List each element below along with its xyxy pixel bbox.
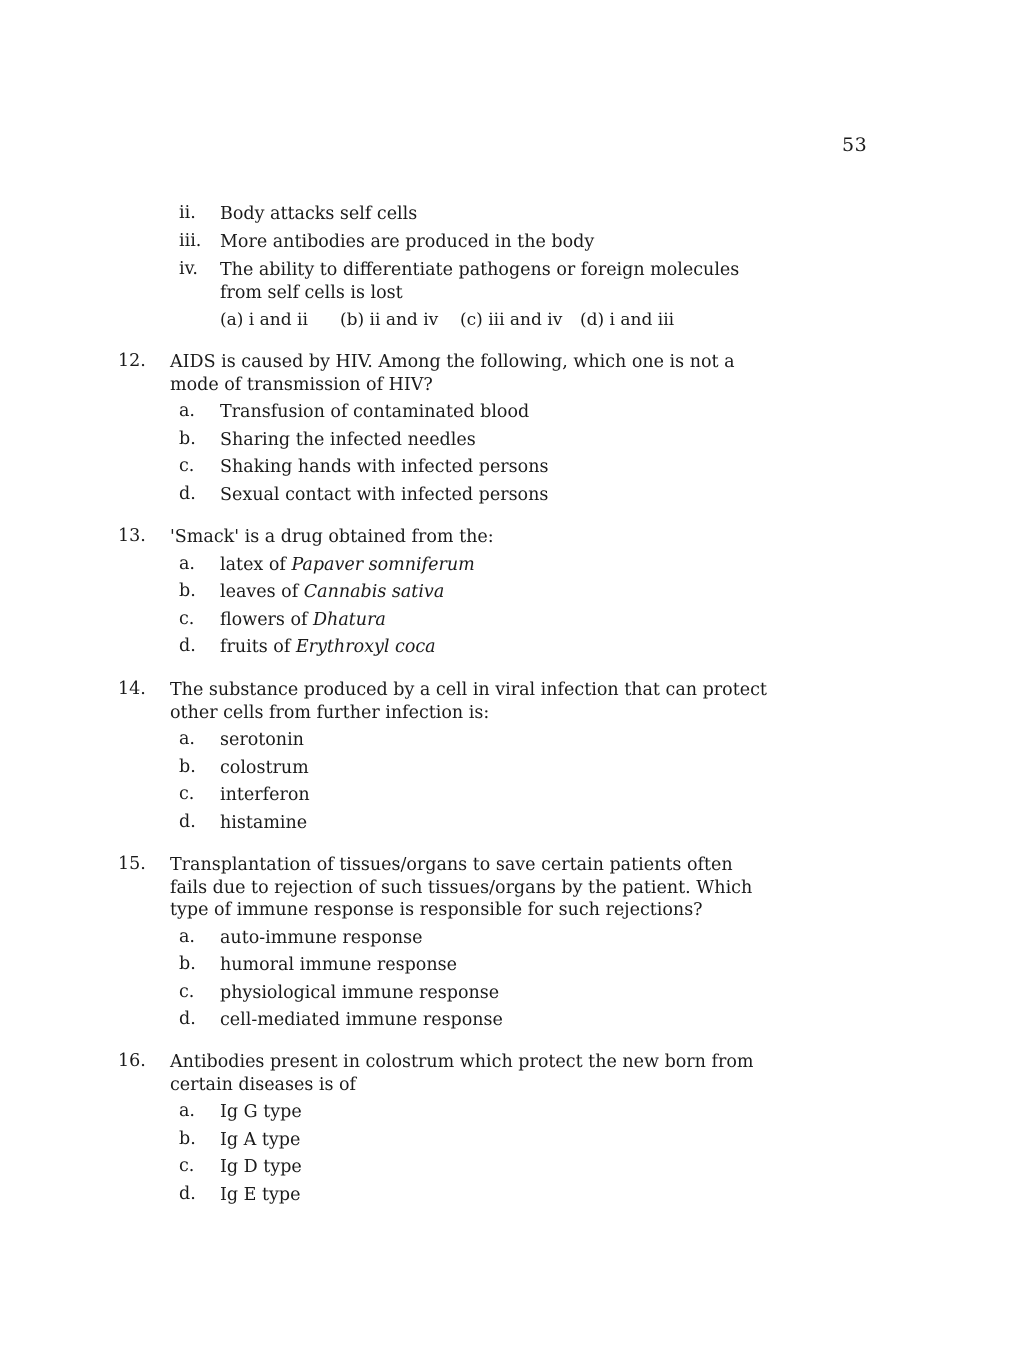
option-label: d. xyxy=(179,1009,196,1029)
option-prefix: fruits of xyxy=(220,637,296,657)
option-label: a. xyxy=(179,1101,195,1121)
option-text: Transfusion of contaminated blood xyxy=(220,402,530,422)
option-text xyxy=(220,554,780,577)
option-prefix: leaves of xyxy=(220,582,304,602)
option-label: c. xyxy=(179,982,195,1002)
option-prefix: latex of xyxy=(220,555,292,575)
option-text: histamine xyxy=(220,813,308,833)
question-number: 16. xyxy=(118,1051,146,1071)
option-text: The ability to differentiate pathogens or foreign molecules from self cells is lost xyxy=(220,260,740,303)
option-text: Ig A type xyxy=(220,1130,301,1150)
option-label: b. xyxy=(179,954,196,974)
option-label: d. xyxy=(179,812,196,832)
choice-b: (b) ii and iv xyxy=(340,310,439,330)
option-label: a. xyxy=(179,554,195,574)
option-label: b. xyxy=(179,1129,196,1149)
question-text: The substance produced by a cell in viral infection that can protect other cells from further infection is: xyxy=(170,680,767,723)
option-label: c. xyxy=(179,609,195,629)
choice-a: (a) i and ii xyxy=(220,310,308,330)
option-text xyxy=(220,609,780,632)
page-number: 53 xyxy=(842,134,868,156)
question-text: 'Smack' is a drug obtained from the: xyxy=(170,527,494,547)
option-text xyxy=(220,581,780,604)
option-label: c. xyxy=(179,1156,195,1176)
question-number: 13. xyxy=(118,526,146,546)
option-label: iii. xyxy=(179,231,202,251)
option-text: Ig E type xyxy=(220,1185,301,1205)
option-text: Ig G type xyxy=(220,1102,302,1122)
option-text: Shaking hands with infected persons xyxy=(220,457,549,477)
option-text: Body attacks self cells xyxy=(220,204,418,224)
question-text: Transplantation of tissues/organs to save certain patients often fails due to rejection of such tissues/organs by the patient. Which type of immune response is responsible for such rejections? xyxy=(170,855,753,920)
option-text: auto-immune response xyxy=(220,928,423,948)
option-text: serotonin xyxy=(220,730,304,750)
option-label: a. xyxy=(179,927,195,947)
option-label: a. xyxy=(179,729,195,749)
species-name: Papaver somniferum xyxy=(291,555,475,575)
option-text: Ig D type xyxy=(220,1157,302,1177)
option-label: d. xyxy=(179,484,196,504)
option-text: More antibodies are produced in the body xyxy=(220,232,595,252)
option-label: c. xyxy=(179,456,195,476)
answer-choices xyxy=(220,310,674,330)
option-text: cell-mediated immune response xyxy=(220,1010,503,1030)
question-number: 15. xyxy=(118,854,146,874)
option-label: b. xyxy=(179,581,196,601)
option-text: interferon xyxy=(220,785,310,805)
option-label: iv. xyxy=(179,259,198,279)
option-label: b. xyxy=(179,757,196,777)
option-text: humoral immune response xyxy=(220,955,457,975)
choice-d: (d) i and iii xyxy=(580,310,675,330)
species-name: Dhatura xyxy=(313,610,386,630)
choice-c: (c) iii and iv xyxy=(460,310,563,330)
question-text: AIDS is caused by HIV. Among the following, which one is not a mode of transmission of HIV? xyxy=(170,352,735,395)
species-name: Erythroxyl coca xyxy=(295,637,436,657)
question-text: Antibodies present in colostrum which protect the new born from certain diseases is of xyxy=(170,1052,754,1095)
option-label: d. xyxy=(179,636,196,656)
option-label: ii. xyxy=(179,203,196,223)
option-label: a. xyxy=(179,401,195,421)
option-text xyxy=(220,636,780,659)
option-text: colostrum xyxy=(220,758,309,778)
question-number: 14. xyxy=(118,679,146,699)
species-name: Cannabis sativa xyxy=(303,582,445,602)
option-prefix: flowers of xyxy=(220,610,314,630)
question-number: 12. xyxy=(118,351,146,371)
option-label: c. xyxy=(179,784,195,804)
option-label: b. xyxy=(179,429,196,449)
option-text: Sharing the infected needles xyxy=(220,430,476,450)
option-text: Sexual contact with infected persons xyxy=(220,485,549,505)
option-label: d. xyxy=(179,1184,196,1204)
option-text: physiological immune response xyxy=(220,983,500,1003)
